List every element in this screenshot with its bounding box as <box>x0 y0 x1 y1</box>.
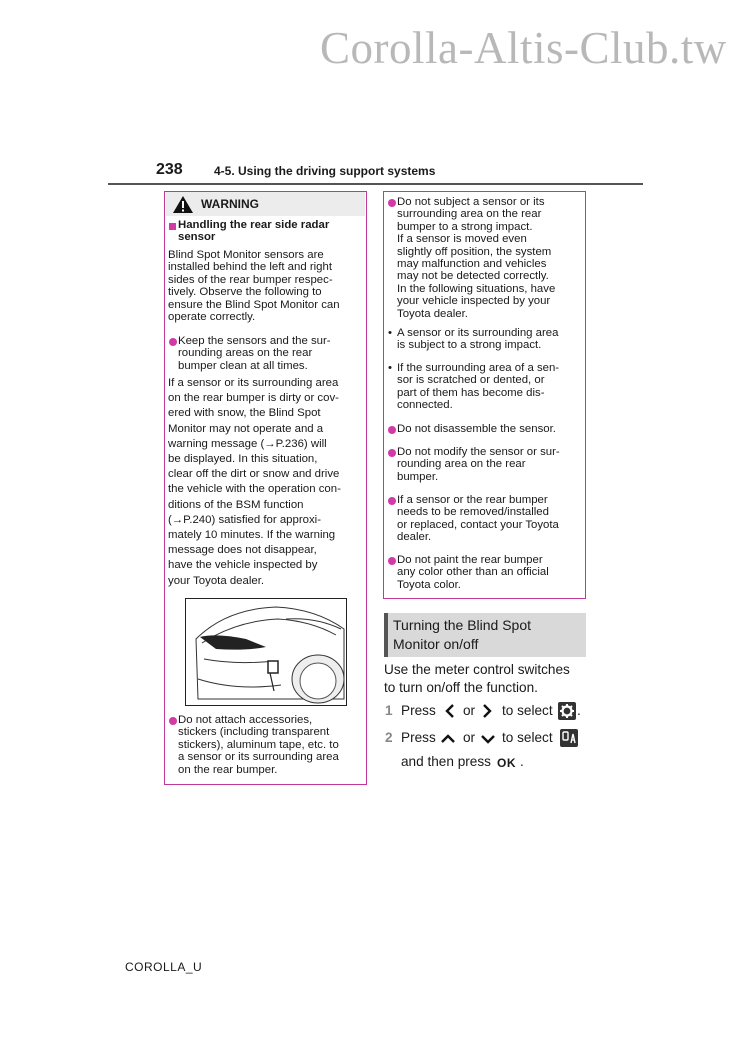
step2-select: to select <box>502 730 553 745</box>
bullet-dot-icon <box>169 338 177 346</box>
header-rule <box>108 183 643 185</box>
warning-intro: Blind Spot Monitor sensors are installed behind the left and right sides of the rear bumper respec- tively. Observe the following to ensure the Blind Spot Monitor can operate correctly. <box>168 249 340 324</box>
watermark: Corolla-Altis-Club.tw <box>320 23 727 73</box>
step1-or: or <box>463 703 476 718</box>
bullet-no-modify: Do not modify the sensor or sur- rounding area on the rear bumper. <box>397 446 560 483</box>
bullet-dot-icon <box>388 199 396 207</box>
ok-key-icon: OK <box>497 756 516 770</box>
bullet-dot-icon <box>388 449 396 457</box>
section-title: 4-5. Using the driving support systems <box>214 164 436 178</box>
bullet-no-paint: Do not paint the rear bumper any color other than an official Toyota color. <box>397 554 549 591</box>
bullet-no-accessories: Do not attach accessories, stickers (including transparent stickers), aluminum tape, etc. to a sensor or its surrounding area on the rear bumper. <box>178 714 339 776</box>
page-number: 238 <box>156 161 183 178</box>
bullet-no-disassemble: Do not disassemble the sensor. <box>397 423 556 435</box>
chevron-down-icon <box>480 733 496 745</box>
warning-heading: Handling the rear side radar sensor <box>178 219 330 244</box>
section-marker-icon <box>169 223 176 230</box>
step-number: 1 <box>385 703 393 718</box>
instructions-intro: Use the meter control switches to turn on/off the function. <box>384 662 570 695</box>
bullet-no-impact: Do not subject a sensor or its surrounding area on the rear bumper to a strong impact. If a sensor is moved even slightly off position, the system may malfunction and vehicles may not be detected correctly. In the following situations, have your vehicle inspected by your Toyota dealer. <box>397 196 556 320</box>
sub-bullet-scratched: If the surrounding area of a sen- sor is scratched or dented, or part of them has become dis- connected. <box>397 362 560 412</box>
sub-bullet-mark: • <box>388 362 392 374</box>
footer-code: COROLLA_U <box>125 960 203 974</box>
bullet-dot-icon <box>388 557 396 565</box>
rear-bumper-illustration <box>185 598 347 706</box>
chevron-up-icon <box>440 733 456 745</box>
bullet-contact-dealer: If a sensor or the rear bumper needs to be removed/installed or replaced, contact your Toyota dealer. <box>397 494 559 544</box>
step2-then: and then press <box>401 754 491 769</box>
step2-press: Press <box>401 730 436 745</box>
car-rear-icon <box>186 599 346 705</box>
step-number: 2 <box>385 730 393 745</box>
sub-bullet-mark: • <box>388 327 392 339</box>
bullet-dot-icon <box>388 497 396 505</box>
gear-icon <box>558 702 576 720</box>
bsm-icon <box>560 729 578 747</box>
step2-end: . <box>520 754 524 769</box>
warning-header <box>166 192 365 216</box>
warning-label: WARNING <box>201 197 259 211</box>
sub-bullet-strong-impact: A sensor or its surrounding area is subject to a strong impact. <box>397 327 559 352</box>
step1-select: to select <box>502 703 553 718</box>
bullet-dot-icon <box>388 426 396 434</box>
step2-or: or <box>463 730 476 745</box>
chevron-left-icon <box>444 703 456 719</box>
warning-triangle-icon <box>172 195 194 214</box>
subsection-title: Turning the Blind Spot Monitor on/off <box>393 617 532 652</box>
step1-end: . <box>577 703 581 718</box>
bullet-dot-icon <box>169 717 177 725</box>
step1-press: Press <box>401 703 436 718</box>
chevron-right-icon <box>481 703 493 719</box>
bullet-keep-clean: Keep the sensors and the sur- rounding areas on the rear bumper clean at all times. <box>178 335 331 372</box>
dirty-sensor-paragraph: If a sensor or its surrounding area on the rear bumper is dirty or cov- ered with snow, the Blind Spot Monitor may not operate and a warning message (→P.236) will be displayed. In this situation, clear off the dirt or snow and drive the vehicle with the operation con- ditions of the BSM function (→P.240) satisfied for approxi- mately 10 minutes. If the warning message does not disappear, have the vehicle inspected by your Toyota dealer. <box>168 377 341 587</box>
